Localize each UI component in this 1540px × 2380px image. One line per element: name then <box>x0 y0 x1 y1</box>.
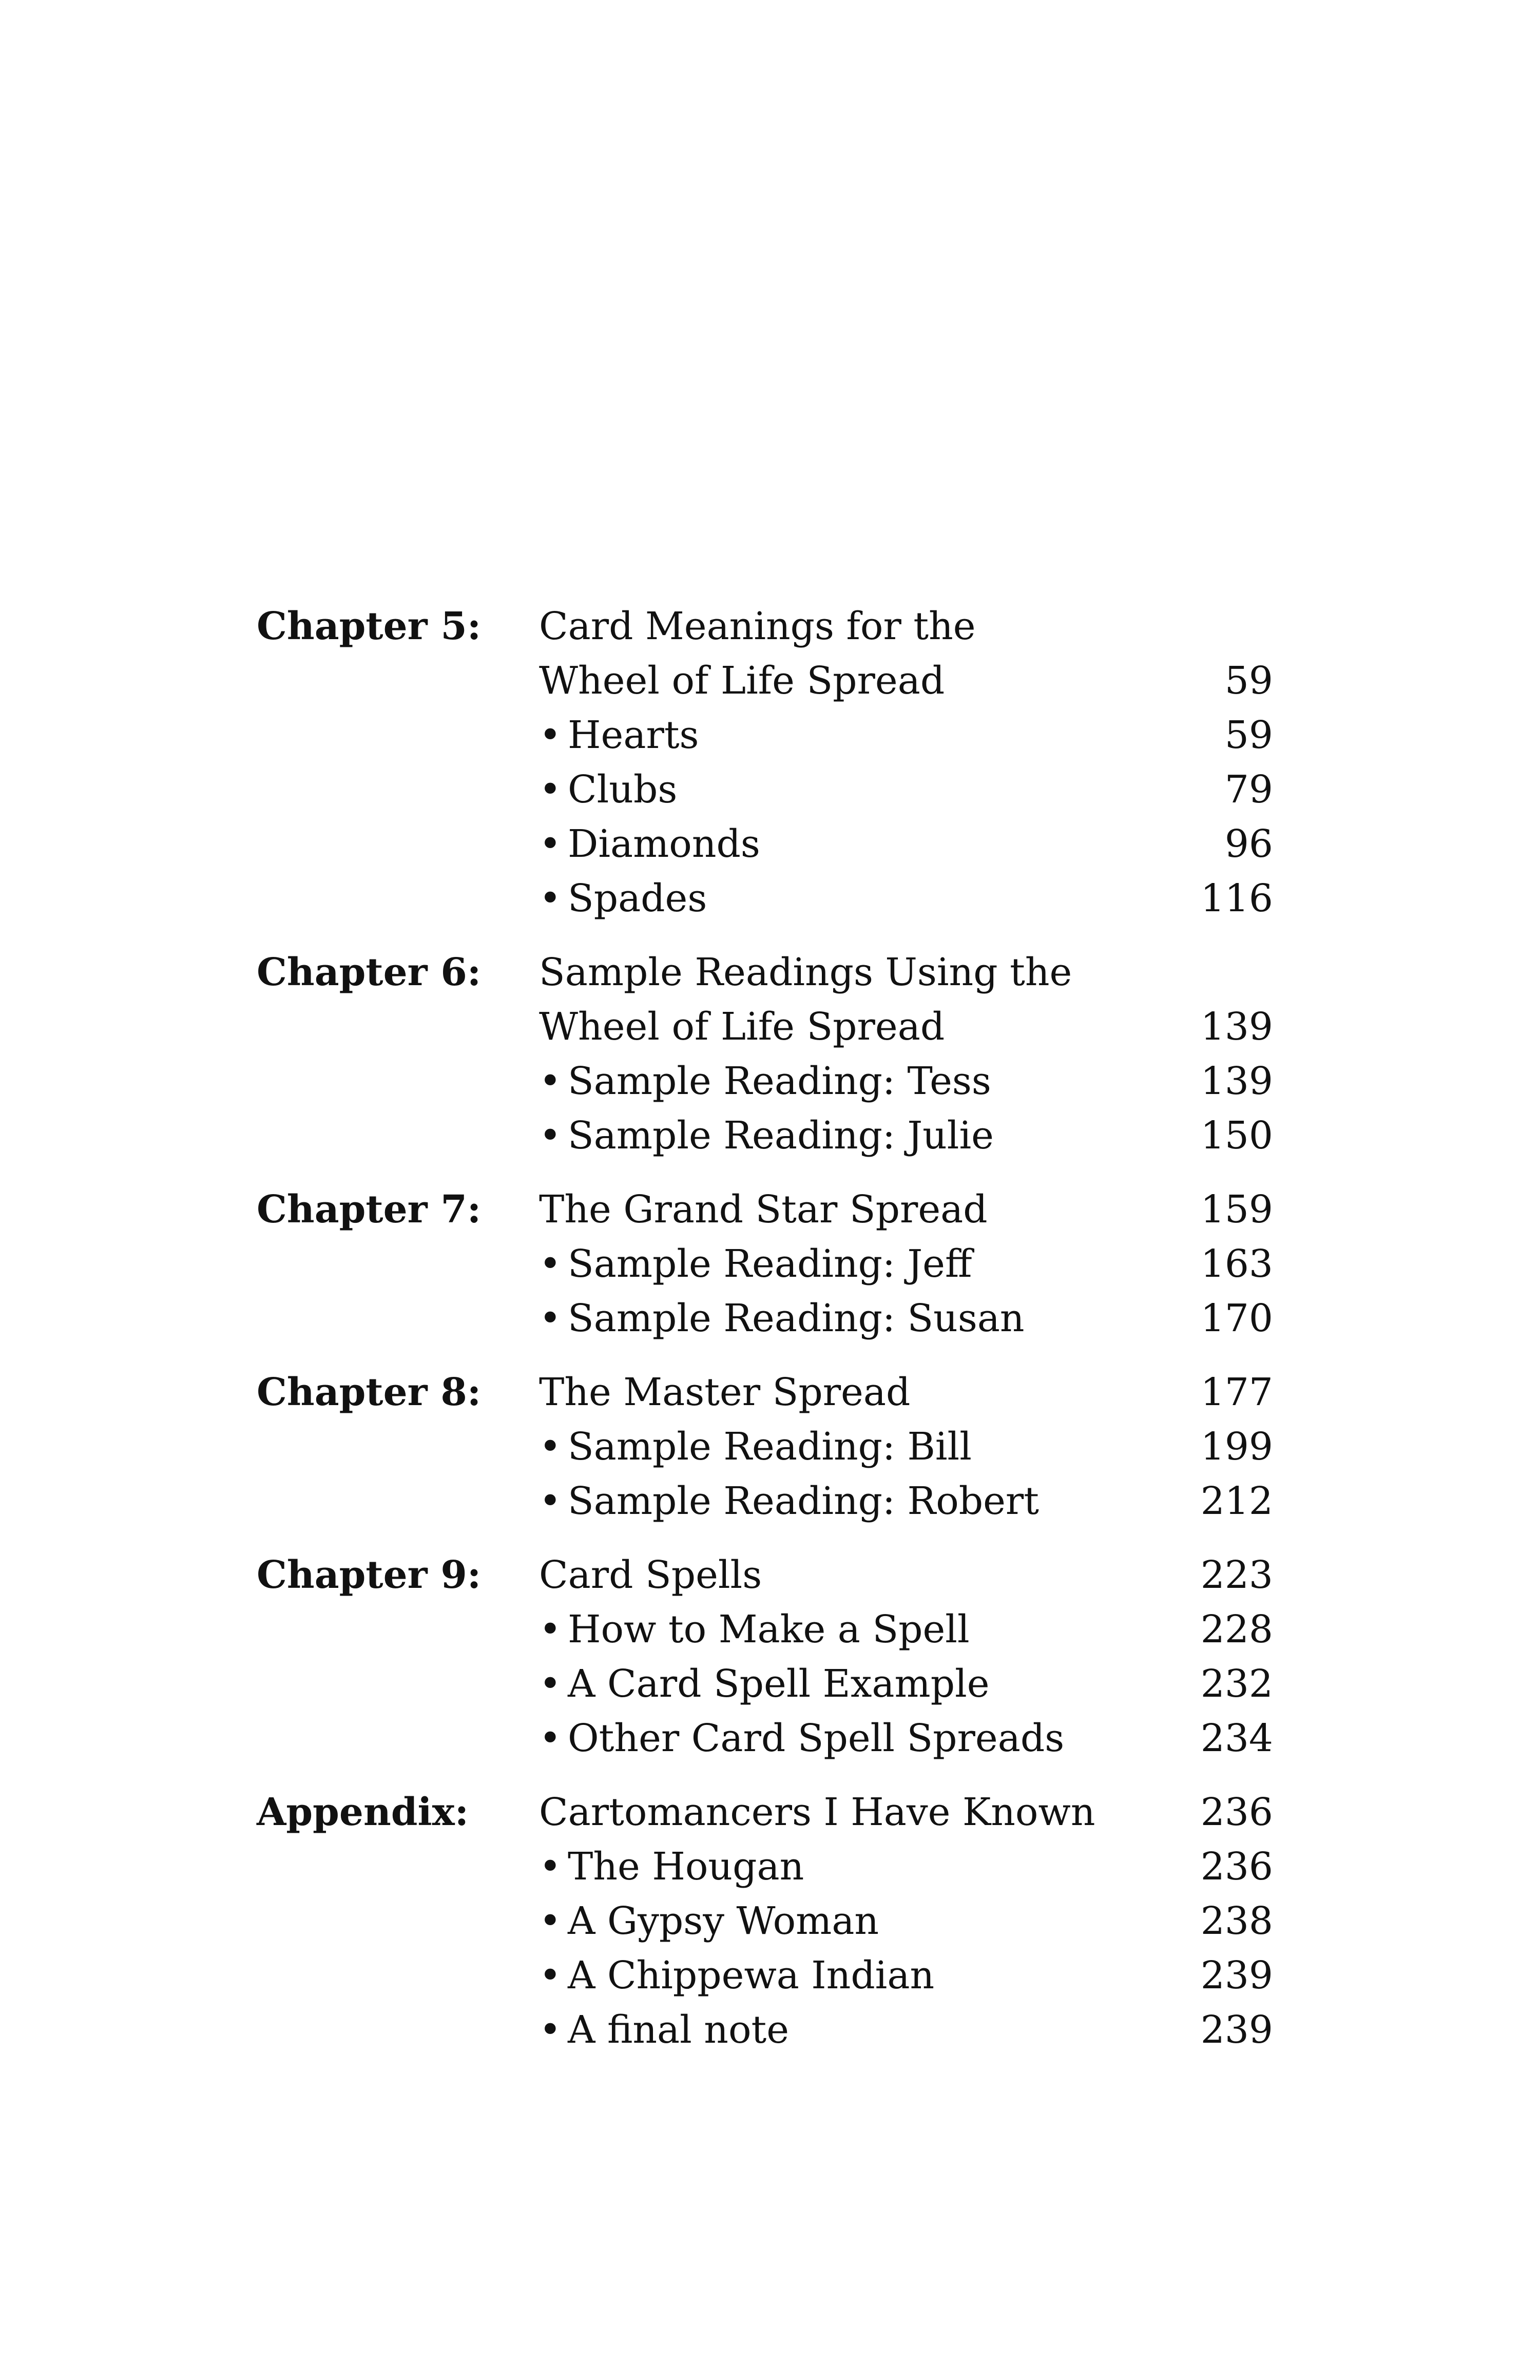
entry-title: Sample Reading: Robert <box>568 1479 1040 1523</box>
page-number: 159 <box>1200 1187 1273 1232</box>
bullet-icon: • <box>539 713 562 757</box>
bullet-icon: • <box>539 1607 562 1652</box>
page-number: 163 <box>1200 1242 1273 1286</box>
entry-title: Card Meanings for the <box>539 604 976 648</box>
page-number: 236 <box>1200 1845 1273 1889</box>
entry-title: Wheel of Life Spread <box>539 659 945 703</box>
page-number: 232 <box>1200 1662 1273 1706</box>
entry-title: The Grand Star Spread <box>539 1187 988 1232</box>
entry-title: Sample Reading: Susan <box>568 1296 1025 1340</box>
bullet-icon: • <box>539 1425 562 1469</box>
page-number: 236 <box>1200 1790 1273 1834</box>
page-number: 239 <box>1200 1953 1273 1998</box>
page-number: 150 <box>1200 1114 1273 1158</box>
toc-subentry <box>539 1293 1025 1344</box>
section-label: Chapter 9: <box>257 1553 482 1597</box>
toc-subentry <box>539 1713 1064 1764</box>
entry-title: Wheel of Life Spread <box>539 1005 945 1049</box>
bullet-icon: • <box>539 1899 562 1943</box>
toc-subentry <box>539 873 707 924</box>
bullet-icon: • <box>539 1296 562 1340</box>
section-label: Appendix: <box>257 1790 469 1834</box>
page-number: 234 <box>1200 1716 1273 1760</box>
section-label: Chapter 8: <box>257 1370 482 1414</box>
page-number: 239 <box>1200 2008 1273 2052</box>
bullet-icon: • <box>539 2008 562 2052</box>
toc-subentry <box>539 709 699 761</box>
toc-entry <box>539 1184 988 1235</box>
entry-title: Cartomancers I Have Known <box>539 1790 1095 1834</box>
toc-subentry <box>539 2004 789 2056</box>
bullet-icon: • <box>539 1953 562 1998</box>
toc-subentry <box>539 1110 994 1161</box>
page-number: 59 <box>1224 659 1273 703</box>
bullet-icon: • <box>539 1059 562 1103</box>
entry-title: A Chippewa Indian <box>568 1953 935 1998</box>
bullet-icon: • <box>539 1242 562 1286</box>
page-number: 223 <box>1200 1553 1273 1597</box>
bullet-icon: • <box>539 1114 562 1158</box>
toc-subentry <box>539 1604 970 1655</box>
entry-title: The Hougan <box>568 1845 804 1889</box>
page-number: 96 <box>1224 822 1273 866</box>
entry-title: A Gypsy Woman <box>568 1899 879 1943</box>
bullet-icon: • <box>539 1662 562 1706</box>
toc-entry <box>539 1001 945 1052</box>
bullet-icon: • <box>539 1716 562 1760</box>
section-label: Chapter 6: <box>257 950 482 994</box>
page-number: 170 <box>1200 1296 1273 1340</box>
page-number: 116 <box>1200 876 1273 920</box>
entry-title: How to Make a Spell <box>568 1607 970 1652</box>
bullet-icon: • <box>539 767 562 812</box>
entry-title: A Card Spell Example <box>568 1662 990 1706</box>
toc-entry <box>539 655 945 706</box>
toc-subentry <box>539 1055 991 1107</box>
page-number: 238 <box>1200 1899 1273 1943</box>
bullet-icon: • <box>539 876 562 920</box>
toc-subentry <box>539 1421 972 1472</box>
toc-subentry <box>539 764 677 815</box>
toc-subentry <box>539 1238 972 1290</box>
bullet-icon: • <box>539 1479 562 1523</box>
page-number: 199 <box>1200 1425 1273 1469</box>
page-number: 139 <box>1200 1059 1273 1103</box>
toc-subentry <box>539 1895 879 1947</box>
page-number: 212 <box>1200 1479 1273 1523</box>
entry-title: Sample Reading: Tess <box>568 1059 991 1103</box>
toc-entry <box>539 947 1072 998</box>
toc-entry <box>539 1787 1095 1838</box>
page-number: 79 <box>1224 767 1273 812</box>
entry-title: Sample Reading: Bill <box>568 1425 972 1469</box>
entry-title: Sample Readings Using the <box>539 950 1072 994</box>
page-number: 59 <box>1224 713 1273 757</box>
page-number: 228 <box>1200 1607 1273 1652</box>
toc-subentry <box>539 818 760 870</box>
toc-subentry <box>539 1475 1039 1527</box>
entry-title: The Master Spread <box>539 1370 911 1414</box>
toc-entry <box>539 1549 762 1601</box>
section-label: Chapter 5: <box>257 604 482 648</box>
bullet-icon: • <box>539 822 562 866</box>
page-number: 177 <box>1200 1370 1273 1414</box>
entry-title: Diamonds <box>568 822 760 866</box>
toc-subentry <box>539 1658 990 1710</box>
toc-subentry <box>539 1841 804 1892</box>
bullet-icon: • <box>539 1845 562 1889</box>
entry-title: A final note <box>568 2008 790 2052</box>
section-label: Chapter 7: <box>257 1187 482 1232</box>
entry-title: Card Spells <box>539 1553 762 1597</box>
entry-title: Hearts <box>568 713 699 757</box>
entry-title: Sample Reading: Julie <box>568 1114 994 1158</box>
toc-subentry <box>539 1950 934 2001</box>
entry-title: Other Card Spell Spreads <box>568 1716 1065 1760</box>
entry-title: Sample Reading: Jeff <box>568 1242 972 1286</box>
page-number: 139 <box>1200 1005 1273 1049</box>
toc-entry <box>539 1367 910 1418</box>
entry-title: Spades <box>568 876 707 920</box>
entry-title: Clubs <box>568 767 678 812</box>
toc-entry <box>539 601 976 652</box>
